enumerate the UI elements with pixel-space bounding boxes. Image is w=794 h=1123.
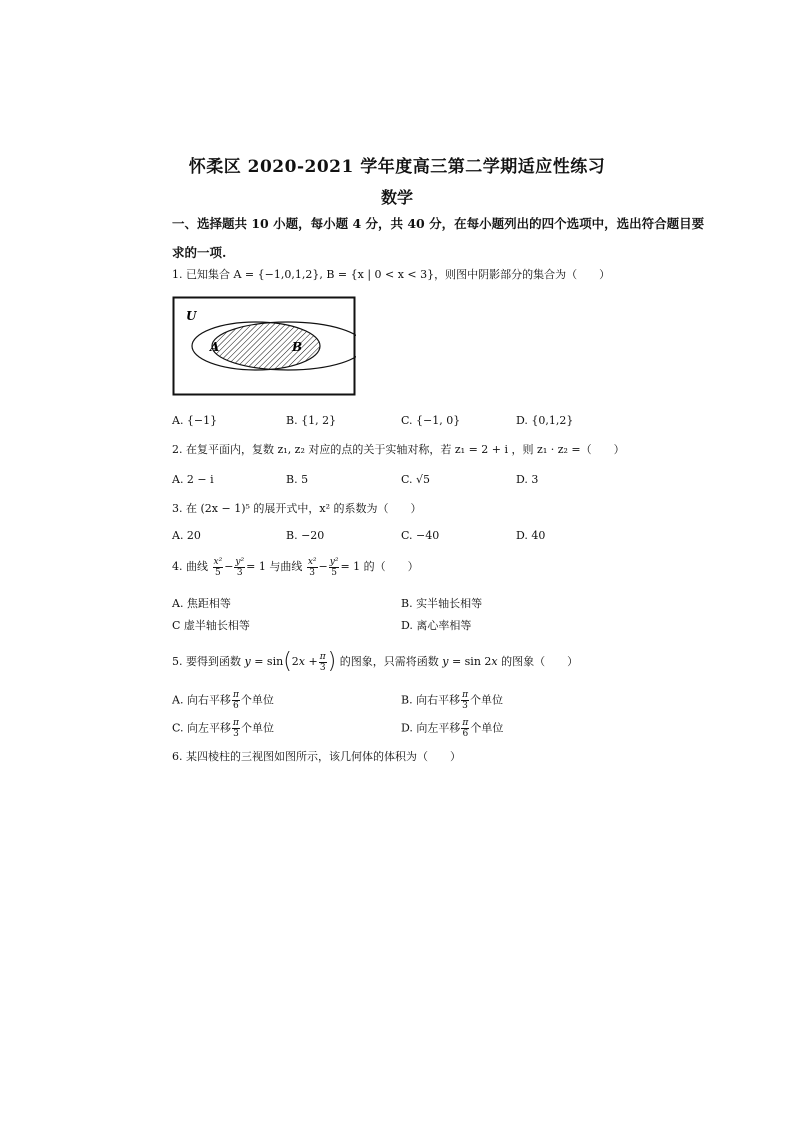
q5-option-a-fraction: $\frac{\pi}{6}$	[232, 690, 239, 711]
q5-stem-part-a: 5. 要得到函数	[172, 655, 241, 668]
q5-option-b-unit: 个单位	[470, 693, 503, 707]
q1-option-d[interactable]: D. {0,1,2}	[516, 414, 574, 427]
q5-fraction-pi-over-3: $\frac{\pi}{3}$	[319, 651, 326, 673]
q5-option-d-label: D. 向左平移	[401, 721, 461, 735]
q4-option-c[interactable]: C 虚半轴长相等	[172, 619, 250, 632]
q5-option-b-label: B. 向右平移	[401, 693, 461, 707]
q4-option-a[interactable]: A. 焦距相等	[172, 597, 231, 610]
q3-option-d[interactable]: D. 40	[516, 529, 546, 542]
q1-option-c[interactable]: C. {−1, 0}	[401, 414, 461, 427]
q4-stem-part-a: 4. 曲线	[172, 560, 208, 573]
section-heading-line1: 一、选择题共 10 小题，每小题 4 分，共 40 分，在每小题列出的四个选项中，选出符合题目要	[172, 216, 705, 231]
venn-label-u: U	[186, 309, 197, 323]
q2-option-c[interactable]: C. √5	[401, 473, 431, 486]
q1-option-a[interactable]: A. {−1}	[172, 414, 218, 427]
q4-fraction-x2-over-3: $\frac{\text{x²}}{3}$	[307, 556, 317, 578]
q4-stem-part-b: 与曲线	[269, 560, 303, 573]
q5-option-a[interactable]	[172, 690, 274, 711]
q5-stem-part-b: 的图象，只需将函数	[339, 655, 439, 668]
q5-option-c-label: C. 向左平移	[172, 721, 232, 735]
subject-title: 数学	[380, 188, 413, 207]
q2-option-b[interactable]: B. 5	[286, 473, 309, 486]
q3-option-c[interactable]: C. −40	[401, 529, 440, 542]
q5-option-a-unit: 个单位	[240, 693, 274, 707]
venn-label-b: B	[292, 340, 303, 354]
question-6-stem: 6. 某四棱柱的三视图如图所示，该几何体的体积为（ ）	[172, 750, 461, 763]
q5-option-c[interactable]	[172, 718, 274, 739]
page-title: 怀柔区 2020-2021 学年度高三第二学期适应性练习	[188, 157, 606, 177]
q4-fraction-y2-over-3: $\frac{\text{y²}}{3}$	[235, 556, 245, 578]
q3-option-a[interactable]: A. 20	[172, 529, 201, 542]
q5-option-d[interactable]	[401, 718, 503, 739]
q2-option-a[interactable]: A. 2 − i	[172, 473, 214, 486]
section-heading-line2: 求的一项.	[172, 245, 227, 260]
q5-option-c-fraction: $\frac{\pi}{3}$	[233, 718, 239, 739]
q5-option-d-unit: 个单位	[470, 721, 504, 735]
q5-option-d-fraction: $\frac{\pi}{6}$	[462, 718, 469, 739]
q4-stem-part-c: 的（ ）	[363, 560, 419, 573]
q2-option-d[interactable]: D. 3	[516, 473, 539, 486]
q4-option-b[interactable]: B. 实半轴长相等	[401, 597, 483, 610]
q1-option-b[interactable]: B. {1, 2}	[286, 414, 337, 427]
q5-option-b[interactable]	[401, 690, 503, 711]
q5-stem-part-c: 的图象（ ）	[501, 655, 579, 668]
venn-label-a: A	[210, 340, 220, 354]
q3-option-b[interactable]: B. −20	[286, 529, 325, 542]
question-3-stem: 3. 在 (2x − 1)⁵ 的展开式中，x² 的系数为（ ）	[172, 502, 422, 515]
question-1-stem: 1. 已知集合 A = {−1,0,1,2}, B = {x | 0 < x < 3}，则图中阴影部分的集合为（ ）	[172, 268, 611, 281]
q4-fraction-x2-over-5: $\frac{\text{x²}}{5}$	[213, 556, 223, 578]
q5-option-c-unit: 个单位	[240, 721, 274, 735]
question-2-stem: 2. 在复平面内，复数 z₁, z₂ 对应的点的关于实轴对称，若 z₁ = 2 + i ，则 z₁ · z₂ =（ ）	[172, 443, 625, 456]
q5-option-a-label: A. 向右平移	[172, 693, 231, 707]
q4-option-d[interactable]: D. 离心率相等	[401, 619, 472, 632]
q4-fraction-y2-over-5: $\frac{\text{y²}}{5}$	[329, 556, 339, 578]
question-5-stem: 5. 要得到函数 y = sin(2x + $\frac{\pi}{3}$ ) 的图象，只需将函数 y = sin 2x 的图象（ ）	[172, 649, 579, 674]
question-4-stem: 4. 曲线 $\frac{\text{x²}}{5}$ − $\frac{\text{y²}}{3}$ = 1 与曲线 $\frac{\text{x²}}{3}$ − $\frac{\text{y²}}{5}$ = 1 的（ ）	[172, 556, 419, 578]
venn-diagram	[172, 296, 356, 396]
q5-option-b-fraction: $\frac{\pi}{3}$	[462, 690, 468, 711]
